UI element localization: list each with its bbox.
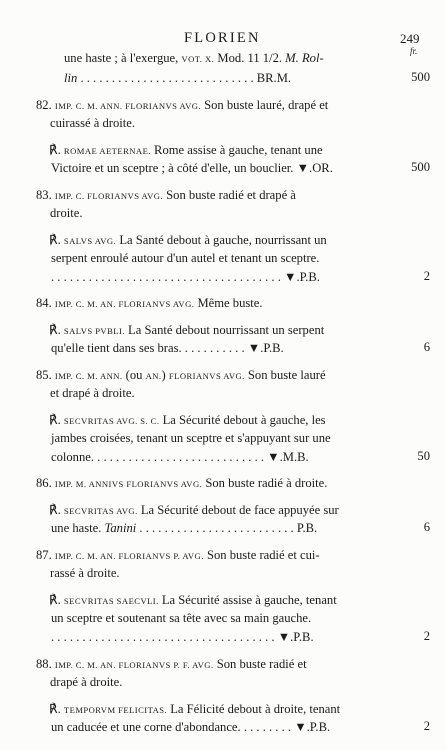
price-value: 500 <box>411 160 430 174</box>
text-line <box>36 97 328 114</box>
text-line <box>50 205 83 221</box>
text-line <box>51 250 319 266</box>
text-line <box>36 187 296 204</box>
legend-text: SECVRITAS AVG. S. C. <box>63 416 160 426</box>
legend-text: ROMAE AETERNAE. <box>63 146 151 156</box>
text-segment: 84. <box>36 296 55 310</box>
text-line <box>50 385 135 401</box>
text-line <box>49 701 340 718</box>
text-line <box>50 565 120 581</box>
text-line <box>49 232 327 249</box>
text-segment: ℟. <box>49 233 64 247</box>
text-line <box>49 322 324 339</box>
text-segment: . . . . . . . . . . . . . . . . . . . . . . . . . . . . BR.M. <box>77 71 292 85</box>
text-line <box>51 340 284 356</box>
legend-text: SALVS PVBLI. <box>63 326 125 336</box>
text-line <box>51 629 314 645</box>
text-segment: ℟. <box>49 702 64 716</box>
legend-text: IMP. C. M. ANN. FLORIANVS AVG. <box>54 101 201 111</box>
legend-text: AN. <box>145 371 162 381</box>
text-line <box>36 547 320 564</box>
legend-text: IMP. C. M. AN. FLORIANVS P. AVG. <box>54 551 204 561</box>
text-segment: un caducée et une corne d'abondance. . . . . . . . . ▼.P.B. <box>51 720 331 734</box>
text-segment: . . . . . . . . . . . . . . . . . . . . . . . . . . . . . . . . . . . . ▼.P.B. <box>51 630 314 644</box>
legend-text: IMP. C. FLORIANVS AVG. <box>54 191 164 201</box>
legend-text: IMP. C. M. AN. FLORIANVS AVG. <box>54 299 195 309</box>
text-segment: Victoire et un sceptre ; à côté d'elle, un bouclier. ▼.OR. <box>51 161 333 175</box>
value-unit: fr. <box>410 46 418 56</box>
text-segment: La Sécurité assise à gauche, tenant <box>158 593 337 607</box>
text-segment: Rome assise à gauche, tenant une <box>150 143 323 157</box>
text-line <box>51 520 317 536</box>
text-segment: . . . . . . . . . . . . . . . . . . . . . . . . . P.B. <box>136 521 318 535</box>
text-line <box>49 142 323 159</box>
text-segment: La Félicité debout à droite, tenant <box>167 702 341 716</box>
text-segment: une haste ; à l'exergue, <box>64 51 182 65</box>
text-segment: (ou <box>122 368 146 382</box>
text-segment: un sceptre et soutenant sa tête avec sa main gauche. <box>51 611 312 625</box>
text-segment: La Sécurité debout à gauche, les <box>159 413 326 427</box>
text-segment: ℟. <box>49 143 64 157</box>
text-segment: Son buste radié à droite. <box>202 476 328 490</box>
text-segment: 83. <box>36 188 55 202</box>
text-segment: et drapé à droite. <box>50 386 135 400</box>
price-value: 2 <box>423 719 430 733</box>
text-segment: . . . . . . . . . . . . . . . . . . . . . . . . . . . . . . . . . . . . . ▼.P.B. <box>51 270 320 284</box>
text-segment: ) <box>161 368 169 382</box>
text-line <box>51 449 309 465</box>
text-line <box>51 719 330 735</box>
text-segment: ℟. <box>49 503 64 517</box>
text-line <box>50 674 122 690</box>
text-segment: 85. <box>36 368 55 382</box>
text-segment: Même buste. <box>194 296 263 310</box>
legend-text: FLORIANVS AVG. <box>168 371 245 381</box>
text-segment: ℟. <box>49 413 64 427</box>
text-line <box>49 502 339 519</box>
text-segment: La Sécurité debout de face appuyée sur <box>137 503 339 517</box>
text-line <box>36 656 307 673</box>
text-line <box>36 475 327 492</box>
text-segment: ℟. <box>49 323 64 337</box>
text-segment: La Santé debout à gauche, nourrissant un <box>116 233 327 247</box>
legend-text: SALVS AVG. <box>63 236 117 246</box>
text-segment: Son buste radié et drapé à <box>163 188 296 202</box>
legend-text: SECVRITAS AVG. <box>63 506 138 516</box>
text-segment: une haste. <box>51 521 105 535</box>
italic-text: Tanini <box>104 521 137 535</box>
text-segment: 88. <box>36 657 55 671</box>
legend-text: VOT. X. <box>181 54 215 64</box>
legend-text: TEMPORVM FELICITAS. <box>63 705 168 715</box>
legend-text: IMP. M. ANNIVS FLORIANVS AVG. <box>54 479 203 489</box>
page-title: FLORIEN <box>184 30 261 46</box>
italic-text: lin <box>64 71 78 85</box>
text-line <box>51 269 320 285</box>
text-segment: Son buste lauré <box>244 368 326 382</box>
italic-text: M. Rol- <box>285 51 324 65</box>
text-segment: droite. <box>50 206 83 220</box>
price-value: 50 <box>417 449 430 463</box>
text-line <box>64 50 324 67</box>
text-line <box>64 70 291 86</box>
text-line <box>51 430 331 446</box>
text-segment: 87. <box>36 548 55 562</box>
text-segment: Son buste radié et <box>213 657 307 671</box>
price-value: 500 <box>411 70 430 84</box>
text-line <box>51 160 333 176</box>
text-segment: Son buste lauré, drapé et <box>200 98 329 112</box>
text-segment: Mod. 11 1/2. <box>214 51 286 65</box>
text-line <box>50 115 135 131</box>
text-segment: 82. <box>36 98 55 112</box>
text-segment: La Santé debout nourrissant un serpent <box>124 323 325 337</box>
text-segment: Son buste radié et cui- <box>203 548 320 562</box>
text-segment: drapé à droite. <box>50 675 123 689</box>
legend-text: SECVRITAS SAECVLI. <box>63 596 159 606</box>
text-line <box>49 412 326 429</box>
text-line <box>49 592 337 609</box>
text-segment: ℟. <box>49 593 64 607</box>
text-segment: jambes croisées, tenant un sceptre et s'appuyant sur une <box>51 431 331 445</box>
text-segment: rassé à droite. <box>50 566 120 580</box>
price-value: 2 <box>423 269 430 283</box>
price-value: 6 <box>423 340 430 354</box>
text-segment: cuirassé à droite. <box>50 116 135 130</box>
text-segment: 86. <box>36 476 55 490</box>
text-line <box>36 367 326 384</box>
legend-text: IMP. C. M. AN. FLORIANVS P. F. AVG. <box>54 660 214 670</box>
price-value: 6 <box>423 520 430 534</box>
text-line <box>36 295 263 312</box>
text-segment: qu'elle tient dans ses bras. . . . . . . . . . . ▼.P.B. <box>51 341 284 355</box>
text-segment: colonne. . . . . . . . . . . . . . . . . . . . . . . . . . . . ▼.M.B. <box>51 450 309 464</box>
page-number: 249 <box>400 31 420 46</box>
text-line <box>51 610 311 626</box>
legend-text: IMP. C. M. ANN. <box>54 371 123 381</box>
text-segment: serpent enroulé autour d'un autel et tenant un sceptre. <box>51 251 320 265</box>
price-value: 2 <box>423 629 430 643</box>
